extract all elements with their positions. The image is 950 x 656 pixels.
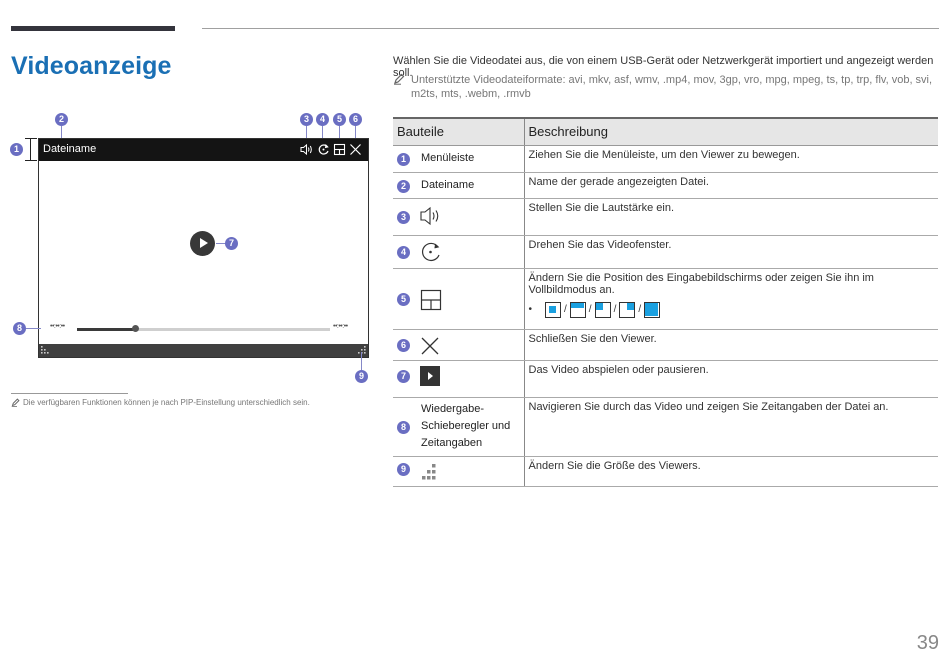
callout-leader-8	[26, 328, 41, 329]
row-badge: 5	[397, 293, 410, 306]
video-viewer-window	[38, 138, 369, 358]
row-badge: 6	[397, 339, 410, 352]
time-total: ••:••:••	[333, 323, 348, 330]
component-cell	[393, 268, 524, 329]
volume-icon	[420, 206, 442, 226]
table-row	[393, 360, 938, 397]
table-row	[393, 268, 938, 329]
callout-1: 1	[10, 143, 23, 156]
component-label-line: Schieberegler und	[421, 419, 511, 432]
playback-slider[interactable]	[77, 328, 330, 331]
component-cell	[393, 145, 524, 172]
description-cell: Stellen Sie die Lautstärke ein.	[524, 198, 938, 235]
intro-text: Wählen Sie die Videodatei aus, die von einem USB-Gerät oder Netzwerkgerät importiert und angezeigt werden soll.	[393, 55, 934, 79]
mode-full-icon	[644, 302, 660, 318]
callout-4: 4	[316, 113, 329, 126]
footnote-text: Die verfügbaren Funktionen können je nach PIP-Einstellung unterschiedlich sein.	[23, 398, 310, 407]
callout-9: 9	[355, 370, 368, 383]
component-label-line: Zeitangaben	[421, 436, 483, 449]
description-cell	[524, 268, 938, 329]
callout-6: 6	[349, 113, 362, 126]
table-row	[393, 329, 938, 360]
footnote-rule	[11, 393, 128, 394]
viewer-menubar[interactable]	[39, 139, 368, 161]
playback-slider-thumb[interactable]	[132, 325, 139, 332]
callout-3: 3	[300, 113, 313, 126]
bullet: •	[528, 304, 533, 315]
pencil-note-icon	[11, 398, 20, 407]
close-icon	[420, 336, 440, 356]
component-cell	[393, 329, 524, 360]
header-bauteile: Bauteile	[393, 118, 524, 145]
description-cell: Navigieren Sie durch das Video und zeigen Sie Zeitangaben der Datei an.	[524, 397, 938, 456]
table-row	[393, 397, 938, 456]
row-badge: 8	[397, 421, 410, 434]
mode-top-right-icon	[619, 302, 635, 318]
header-rule	[202, 28, 939, 29]
callout-leader-9	[361, 352, 362, 370]
component-cell	[393, 456, 524, 486]
row-badge: 4	[397, 246, 410, 259]
component-cell	[393, 172, 524, 198]
supported-formats-note	[393, 73, 938, 101]
component-cell	[393, 397, 524, 456]
table-row	[393, 198, 938, 235]
component-label-line: Wiedergabe-	[421, 402, 484, 415]
header-accent-bar	[11, 26, 175, 31]
play-icon	[420, 366, 440, 386]
component-label: Menüleiste	[421, 151, 475, 164]
component-cell	[393, 235, 524, 268]
table-row	[393, 235, 938, 268]
table-header-row	[393, 118, 938, 145]
components-table	[393, 117, 938, 487]
description-cell: Schließen Sie den Viewer.	[524, 329, 938, 360]
table-row	[393, 145, 938, 172]
dimension-tick-bottom	[25, 160, 37, 161]
separator: /	[588, 304, 592, 315]
rotate-icon[interactable]	[317, 143, 330, 156]
callout-5: 5	[333, 113, 346, 126]
row-badge: 9	[397, 463, 410, 476]
header-beschreibung: Beschreibung	[524, 118, 938, 145]
playback-progress	[77, 328, 134, 331]
separator: /	[564, 304, 567, 315]
component-cell	[393, 360, 524, 397]
volume-icon[interactable]	[300, 143, 313, 156]
row-badge: 7	[397, 370, 410, 383]
callout-7: 7	[225, 237, 238, 250]
page-title: Videoanzeige	[11, 52, 172, 80]
layout-modes	[529, 302, 935, 318]
row-badge: 3	[397, 211, 410, 224]
separator: /	[638, 304, 642, 315]
layout-icon[interactable]	[333, 143, 346, 156]
viewer-filename: Dateiname	[43, 143, 97, 155]
component-label: Dateiname	[421, 178, 475, 191]
rotate-icon	[420, 241, 442, 263]
play-button[interactable]	[190, 231, 215, 256]
dimension-tick-top	[25, 138, 37, 139]
footnote	[11, 398, 310, 407]
table-row	[393, 172, 938, 198]
description-cell: Ändern Sie die Größe des Viewers.	[524, 456, 938, 486]
row-badge: 1	[397, 153, 410, 166]
component-cell	[393, 198, 524, 235]
close-icon[interactable]	[349, 143, 362, 156]
callout-8: 8	[13, 322, 26, 335]
mode-top-icon	[570, 302, 586, 318]
viewer-bottombar	[39, 344, 368, 357]
page-number: 39	[916, 632, 939, 654]
mode-top-left-icon	[595, 302, 611, 318]
row-badge: 2	[397, 180, 410, 193]
description-cell: Drehen Sie das Videofenster.	[524, 235, 938, 268]
description-text: Ändern Sie die Position des Eingabebildschirms oder zeigen Sie ihn im Vollbildmodus an.	[528, 271, 874, 296]
pencil-note-icon	[393, 73, 405, 85]
layout-icon	[420, 289, 442, 311]
separator: /	[613, 304, 617, 315]
callout-2: 2	[55, 113, 68, 126]
menubar-height-dimension	[30, 138, 31, 160]
description-cell: Name der gerade angezeigten Datei.	[524, 172, 938, 198]
supported-formats-text: Unterstützte Videodateiformate: avi, mkv, asf, wmv, .mp4, mov, 3gp, vro, mpg, mpeg, ts, tp, trp, flv, vob, svi, m2ts, mts, .webm, .rmvb	[411, 74, 933, 100]
table-row	[393, 456, 938, 486]
resize-handle-icon	[420, 463, 438, 481]
mode-center-icon	[545, 302, 561, 318]
description-cell: Ziehen Sie die Menüleiste, um den Viewer zu bewegen.	[524, 145, 938, 172]
resize-handle-icon-left[interactable]	[41, 346, 50, 355]
description-cell: Das Video abspielen oder pausieren.	[524, 360, 938, 397]
time-elapsed: ••:••:••	[50, 323, 65, 330]
